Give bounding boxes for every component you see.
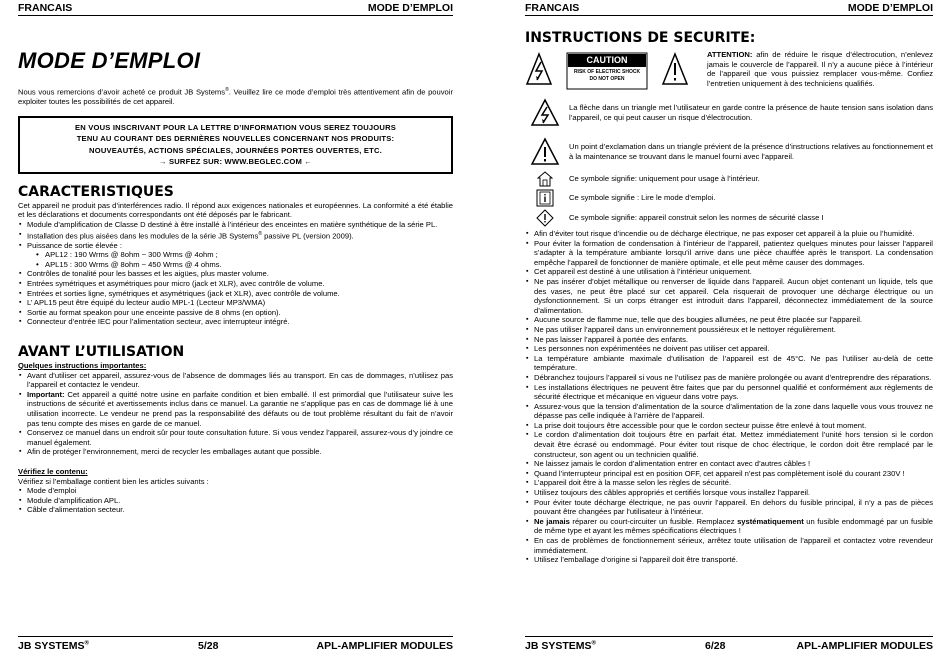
list-item: ▪ Quand l’interrupteur principal est en position OFF, cet appareil n’est pas complètement isolé du courant 230V ! <box>534 469 933 479</box>
newsletter-box <box>18 116 453 174</box>
list-item: ▪ Module d’amplification APL. <box>27 496 453 506</box>
indoor-symbol-row <box>525 171 933 187</box>
list-item: ▪ En cas de problèmes de fonctionnement sérieux, arrêtez toute utilisation de l’appareil et contactez votre revendeur immédiatement. <box>534 536 933 555</box>
caution-label <box>525 50 703 92</box>
list-item: ▪ Contrôles de tonalité pour les basses et les aigües, plus master volume. <box>27 269 453 279</box>
header-rule <box>18 15 453 16</box>
list-item: • APL15 : 300 Wrms @ 8ohm ~ 450 Wrms @ 4 ohms. <box>45 260 453 270</box>
exclamation-warning-text: Un point d’exclamation dans un triangle prévient de la présence d’instructions relatives au fonctionnement et à la maintenance se trouvant dans le manuel fourni avec l’appareil. <box>569 142 933 161</box>
header-rule <box>525 15 933 16</box>
features-list <box>18 220 453 327</box>
caution-sub: RISK OF ELECTRIC SHOCK <box>573 69 641 75</box>
features-intro: Cet appareil ne produit pas d’interférences radio. Il répond aux exigences nationales et européennes. La conformité a été établie et les déclarations et documents correspondants ont été déposés par le fabricant. <box>18 200 453 220</box>
list-item: ▪ Le cordon d’alimentation doit toujours être en parfait état. Mettez immédiatement l’unité hors tension si le cordon devait être écrasé ou endommagé. Pour éviter tout risque de choc électrique, le cordon doit être remplacé par le constructeur, son agent ou un technicien qualifié. <box>534 430 933 459</box>
list-item: ▪ Puissance de sortie élevée : • APL12 : 190 Wrms @ 8ohm ~ 300 Wrms @ 4ohm ; • APL15 : 300 Wrms @ 8ohm ~ 450 Wrms @ 4 ohms. <box>27 241 453 270</box>
caution-word: CAUTION <box>586 55 628 65</box>
caution-sub: DO NOT OPEN <box>589 76 625 82</box>
list-item: ▪ Câble d’alimentation secteur. <box>27 505 453 515</box>
list-item: ▪ Cet appareil est destiné à une utilisation à l’intérieur uniquement. <box>534 267 933 277</box>
header-language: FRANCAIS <box>18 2 73 14</box>
list-item: ▪ L’appareil doit être à la masse selon les règles de sécurité. <box>534 478 933 488</box>
list-item: ▪ Important: Cet appareil a quitté notre usine en parfaite condition et bien emballé. Il est primordial que l’utilisateur suive les instructions de sécurité et avertissements inclus dans ce manuel. La garantie ne s’applique pas en cas de dommage lié à une utilisation incorrecte. Le vendeur ne prend pas la responsabilité des défauts ou de tout problème résultant du fait de n’avoir pas tenu compte des mises en garde de ce manuel. <box>27 390 453 428</box>
list-item: ▪ L’ APL15 peut être équipé du lecteur audio MPL-1 (Lecteur MP3/WMA) <box>27 298 453 308</box>
footer-page-number: 6/28 <box>705 640 726 652</box>
class-one-icon <box>536 209 554 227</box>
left-body <box>18 48 453 515</box>
exclamation-warning-row <box>525 137 933 167</box>
list-item: ▪ Ne pas insérer d’objet métallique ou renverser de liquide dans l’appareil. Aucun objet contenant un liquide, tels que des vases, ne peut être placé sur cet appareil. Cela risquerait de provoquer une décharge électrique ou un dysfonctionnement. Si un corps étranger est introduit dans l’appareil, déconnectez immédiatement de la source d’alimentation. <box>534 277 933 315</box>
list-item: ▪ Avant d’utiliser cet appareil, assurez-vous de l’absence de dommages liés au transport. En cas de dommages, n’utilisez pas l’appareil et contactez le vendeur. <box>27 371 453 390</box>
footer-page-number: 5/28 <box>198 640 219 652</box>
list-item: ▪ Sortie au format speakon pour une enceinte passive de 8 ohms (en option). <box>27 308 453 318</box>
newsletter-line: TENU AU COURANT DES DERNIÈRES NOUVELLES CONCERNANT NOS PRODUITS: <box>76 134 395 144</box>
list-item: ▪ Installation des plus aisées dans les modules de la série JB Systems® passive PL (version 2009). <box>27 230 453 241</box>
list-item: ▪ Les installations électriques ne peuvent être faites que par du personnel qualifié et conformément aux règlements de sécurité électrique et mécanique en vigueur dans votre pays. <box>534 383 933 402</box>
list-item: ▪ Utilisez l’emballage d’origine si l’appareil doit être transporté. <box>534 555 933 565</box>
list-item: ▪ Ne laissez jamais le cordon d’alimentation entrer en contact avec d’autres câbles ! <box>534 459 933 469</box>
list-item: ▪ Afin d’éviter tout risque d’incendie ou de décharge électrique, ne pas exposer cet appareil à la pluie ou l’humidité. <box>534 229 933 239</box>
arrow-warning-text: La flèche dans un triangle met l’utilisateur en garde contre la présence de haute tension sans isolation dans l’appareil, ce qui peut causer un risque d’électrocution. <box>569 103 933 122</box>
list-item: ▪ La prise doit toujours être accessible pour que le cordon secteur puisse être enlevé à tout moment. <box>534 421 933 431</box>
list-item: ▪ Utilisez toujours des câbles appropriés et certifiés lorsque vous installez l’appareil. <box>534 488 933 498</box>
section-title-safety: INSTRUCTIONS DE SECURITE: <box>525 30 756 46</box>
page-title: MODE D’EMPLOI <box>18 48 201 73</box>
list-item: ▪ Entrées et sorties ligne, symétriques et asymétriques (jack et XLR), avec contrôle de volume. <box>27 289 453 299</box>
instructions-list <box>18 371 453 457</box>
header-language: FRANCAIS <box>525 2 580 14</box>
footer-rule <box>18 636 453 637</box>
exclamation-icon <box>530 137 560 167</box>
page-header <box>18 2 453 14</box>
indoor-use-icon <box>537 171 553 187</box>
list-item: ▪ Aucune source de flamme nue, telle que des bougies allumées, ne peut être placée sur l’appareil. <box>534 315 933 325</box>
contents-list <box>18 486 453 515</box>
list-item: ▪ Conservez ce manuel dans un endroit sûr pour toute consultation future. Si vous vendez l’appareil, assurez-vous d’y joindre ce manuel également. <box>27 428 453 447</box>
class-one-row <box>525 209 933 227</box>
footer-rule <box>525 636 933 637</box>
right-body <box>525 30 933 565</box>
footer-model: APL-AMPLIFIER MODULES <box>316 640 453 652</box>
list-item: ▪ Connecteur d’entrée IEC pour l’alimentation secteur, avec interrupteur intégré. <box>27 317 453 327</box>
list-item: ▪ Pour éviter la formation de condensation à l’intérieur de l’appareil, patientez quelques minutes pour laisser l’appareil s’adapter à la température ambiante lorsqu’il arrive dans une pièce chauffée après le transport. La condensation empêche l’appareil de fonctionner de manière optimale, et elle peut même causer des dommages. <box>534 239 933 268</box>
indoor-symbol-text: Ce symbole signifie: uniquement pour usage à l’intérieur. <box>569 174 760 184</box>
list-item: ▪ Afin de protéger l’environnement, merci de recycler les emballages autant que possible. <box>27 447 453 457</box>
list-item: ▪ Ne pas laisser l’appareil à portée des enfants. <box>534 335 933 345</box>
list-item: ▪ Débranchez toujours l’appareil si vous ne l’utilisez pas de manière prolongée ou avant d’entreprendre des réparations. <box>534 373 933 383</box>
contents-intro: Vérifiez si l’emballage contient bien les articles suivants : <box>18 476 209 486</box>
section-title-before-use: AVANT L’UTILISATION <box>18 343 185 360</box>
safety-list <box>525 229 933 565</box>
list-item: ▪ Mode d’emploi <box>27 486 453 496</box>
attention-text: ATTENTION: afin de réduire le risque d’électrocution, n’enlevez jamais le couvercle de l’appareil. Il n’y a aucune pièce à l’intérieur de l’appareil que vous puissiez remplacer vous-même. Confiez l’entretien uniquement à des techniciens qualifiés. <box>707 50 933 88</box>
list-item: ▪ Assurez-vous que la tension d’alimentation de la source d’alimentation de la zone dans laquelle vous vous trouvez ne dépasse pas celle indiquée à l’arrière de l’appareil. <box>534 402 933 421</box>
subheading-contents: Vérifiez le contenu: <box>18 466 88 476</box>
list-item: • APL12 : 190 Wrms @ 8ohm ~ 300 Wrms @ 4ohm ; <box>45 250 453 260</box>
list-item: ▪ Entrées symétriques et asymétriques pour micro (jack et XLR), avec contrôle de volume. <box>27 279 453 289</box>
footer-model: APL-AMPLIFIER MODULES <box>796 640 933 652</box>
read-manual-row <box>525 189 933 207</box>
footer-brand: JB SYSTEMS® <box>18 640 89 652</box>
newsletter-line: EN VOUS INSCRIVANT POUR LA LETTRE D’INFORMATION VOUS SEREZ TOUJOURS <box>74 122 397 132</box>
list-item: ▪ Module d’amplification de Classe D destiné à être installé à l’intérieur des enceintes en matière synthétique de la série PL. <box>27 220 453 230</box>
subheading-instructions: Quelques instructions importantes: <box>18 360 147 370</box>
read-manual-text: Ce symbole signifie : Lire le mode d’emploi. <box>569 193 716 203</box>
newsletter-link[interactable]: → SURFEZ SUR: WWW.BEGLEC.COM ← <box>158 157 313 167</box>
power-list <box>27 250 453 269</box>
class-one-text: Ce symbole signifie: appareil construit selon les normes de sécurité classe I <box>569 213 824 223</box>
right-page <box>475 0 950 654</box>
list-item: ▪ Pour éviter toute décharge électrique, ne pas ouvrir l’appareil. En dehors du fusible principal, il n’y a pas de pièces pouvant être changées par l’utilisateur à l’intérieur. <box>534 498 933 517</box>
arrow-warning-row <box>525 98 933 128</box>
read-manual-icon <box>536 189 554 207</box>
list-item: ▪ Ne jamais réparer ou court-circuiter un fusible. Remplacez systématiquement un fusible endommagé par un fusible de même type et ayant les mêmes spécifications électriques ! <box>534 517 933 536</box>
section-title-features: CARACTERISTIQUES <box>18 183 174 200</box>
header-doc-type: MODE D’EMPLOI <box>367 2 453 14</box>
page-footer <box>18 640 453 652</box>
footer-brand: JB SYSTEMS® <box>525 640 596 652</box>
page-footer <box>525 640 933 652</box>
caution-row <box>525 50 933 92</box>
list-item: ▪ La température ambiante maximale d’utilisation de l’appareil est de 45°C. Ne pas l’utiliser au-delà de cette température. <box>534 354 933 373</box>
list-item: ▪ Ne pas utiliser l’appareil dans un environnement poussiéreux et le nettoyer régulièrement. <box>534 325 933 335</box>
high-voltage-icon <box>530 98 560 128</box>
newsletter-line: NOUVEAUTÉS, ACTIONS SPÉCIALES, JOURNÉES PORTES OUVERTES, ETC. <box>89 145 382 155</box>
list-item: ▪ Les personnes non expérimentées ne doivent pas utiliser cet appareil. <box>534 344 933 354</box>
page-header <box>525 2 933 14</box>
header-doc-type: MODE D’EMPLOI <box>847 2 933 14</box>
intro-paragraph: Nous vous remercions d’avoir acheté ce produit JB Systems®. Veuillez lire ce mode d’emploi très attentivement afin de pouvoir exploiter toutes les possibilités de cet appareil. <box>18 87 453 107</box>
